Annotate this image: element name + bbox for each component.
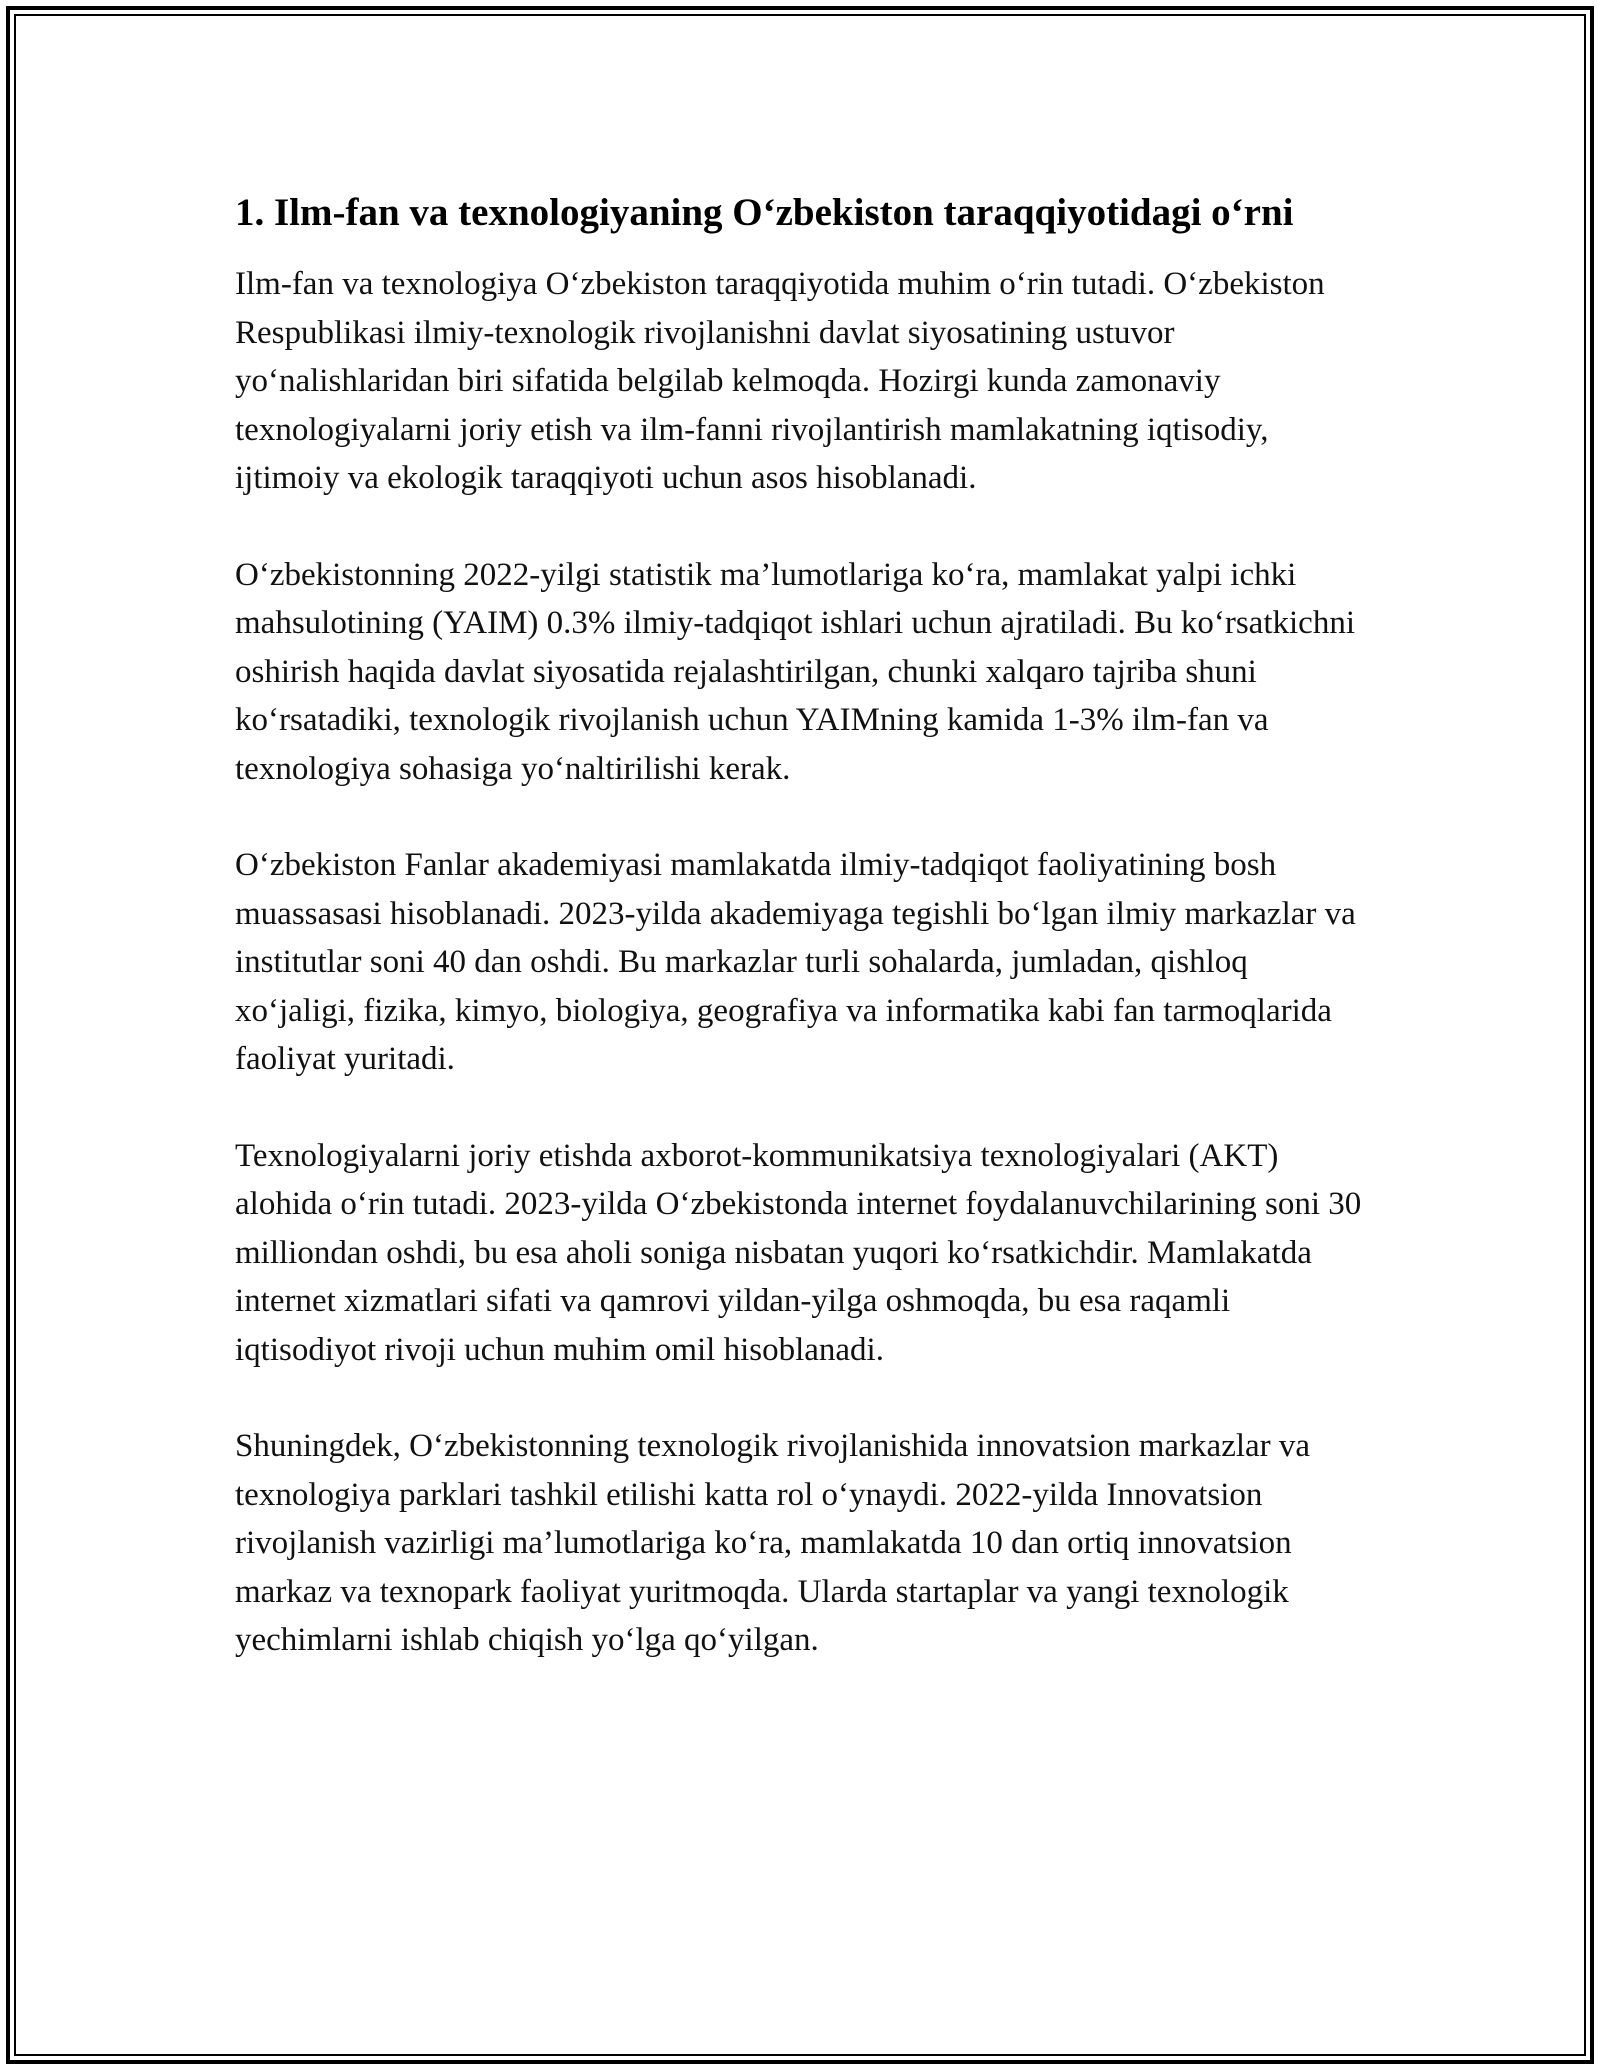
paragraph-3: O‘zbekiston Fanlar akademiyasi mamlakatda ilmiy-tadqiqot faoliyatining bosh muassasasi hisoblanadi. 2023-yilda akademiyaga tegishli bo‘lgan ilmiy markazlar va institutlar soni 40 dan oshdi. Bu markazlar turli sohalarda, jumladan, qishloq xo‘jaligi, fizika, kimyo, biologiya, geografiya va informatika kabi fan tarmoqlarida faoliyat yuritadi. (235, 847, 1356, 1077)
paragraph-2: O‘zbekistonning 2022-yilgi statistik ma’lumotlariga ko‘ra, mamlakat yalpi ichki mahsulotining (YAIM) 0.3% ilmiy-tadqiqot ishlari uchun ajratiladi. Bu ko‘rsatkichni oshirish haqida davlat siyosatida rejalashtirilgan, chunki xalqaro tajriba shuni ko‘rsatadiki, texnologik rivojlanish uchun YAIMning kamida 1-3% ilm-fan va texnologiya sohasiga yo‘naltirilishi kerak. (235, 556, 1355, 787)
document-body (235, 188, 1365, 1713)
paragraph-5: Shuningdek, O‘zbekistonning texnologik rivojlanishida innovatsion markazlar va texnologiya parklari tashkil etilishi katta rol o‘ynaydi. 2022-yilda Innovatsion rivojlanish vazirligi ma’lumotlariga ko‘ra, mamlakatda 10 dan ortiq innovatsion markaz va texnopark faoliyat yuritmoqda. Ularda startaplar va yangi texnologik yechimlarni ishlab chiqish yo‘lga qo‘yilgan. (235, 1428, 1311, 1658)
paragraph-1: Ilm-fan va texnologiya O‘zbekiston taraqqiyotida muhim o‘rin tutadi. O‘zbekiston Respublikasi ilmiy-texnologik rivojlanishni davlat siyosatining ustuvor yo‘nalishlaridan biri sifatida belgilab kelmoqda. Hozirgi kunda zamonaviy texnologiyalarni joriy etish va ilm-fanni rivojlantirish mamlakatning iqtisodiy, ijtimoiy va ekologik taraqqiyoti uchun asos hisoblanadi. (235, 266, 1325, 496)
section-title: 1. Ilm-fan va texnologiyaning O‘zbekiston taraqqiyotidagi o‘rni (235, 191, 1294, 234)
paragraph-4: Texnologiyalarni joriy etishda axborot-kommunikatsiya texnologiyalari (AKT) alohida o‘rin tutadi. 2023-yilda O‘zbekistonda internet foydalanuvchilarining soni 30 milliondan oshdi, bu esa aholi soniga nisbatan yuqori ko‘rsatkichdir. Mamlakatda internet xizmatlari sifati va qamrovi yildan-yilga oshmoqda, bu esa raqamli iqtisodiyot rivoji uchun muhim omil hisoblanadi. (235, 1137, 1362, 1368)
